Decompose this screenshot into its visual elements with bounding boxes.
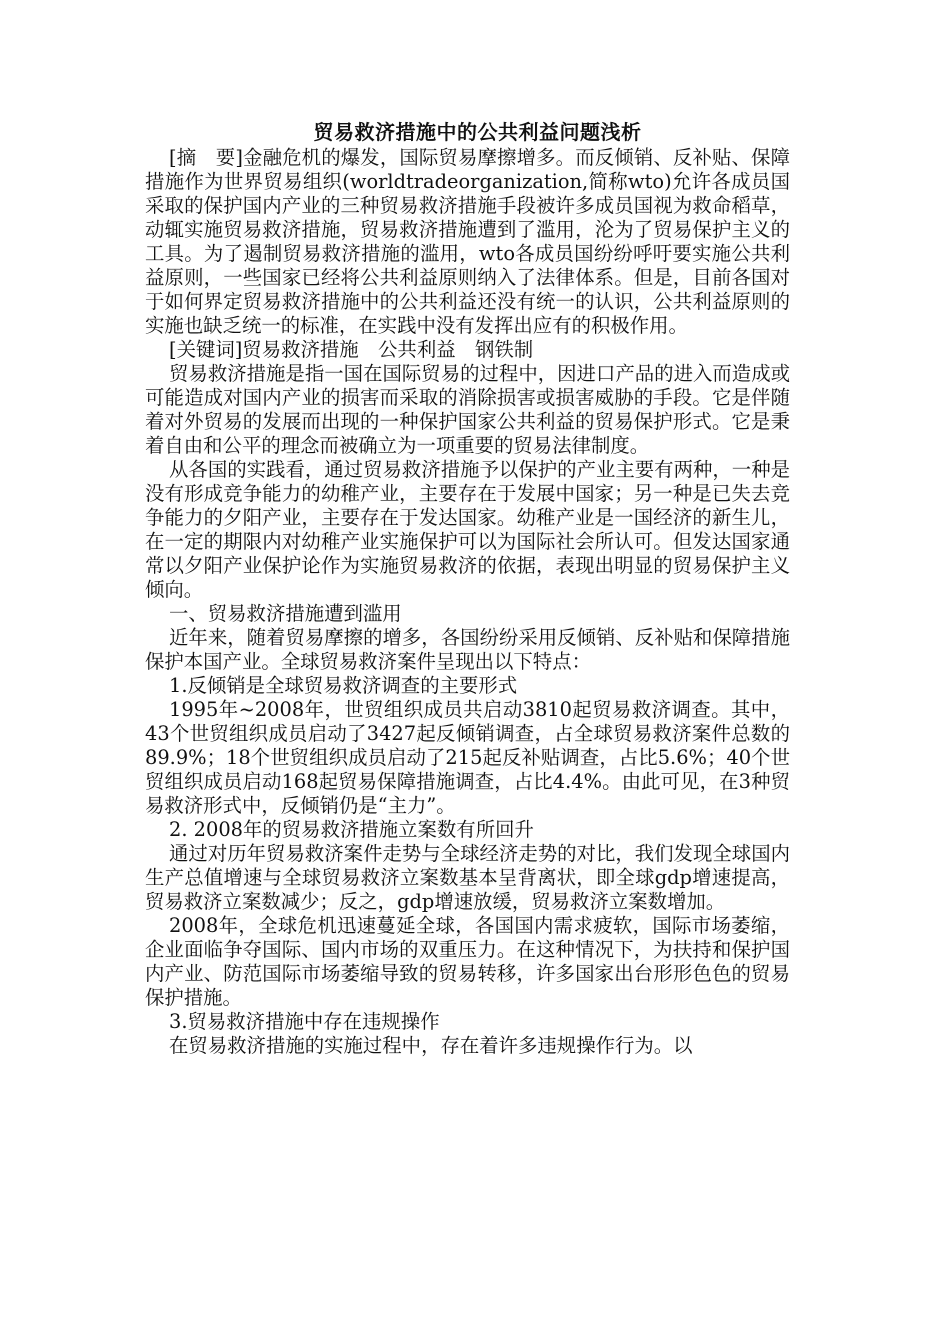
subsection-heading: 1.反倾销是全球贸易救济调查的主要形式 [169,674,518,697]
body-paragraph: 通过对历年贸易救济案件走势与全球经济走势的对比，我们发现全球国内生产总值增速与全球贸易救济立案数基本呈背离状，即全球gdp增速提高，贸易救济立案数减少；反之，gdp增速放缓，贸易救济立案数增加。 [145,842,790,913]
subsection-heading: 2. 2008年的贸易救济措施立案数有所回升 [169,818,534,841]
document-title: 贸易救济措施中的公共利益问题浅析 [313,120,642,144]
subsection-heading: 3.贸易救济措施中存在违规操作 [169,1010,440,1033]
abstract-paragraph: [摘 要]金融危机的爆发，国际贸易摩擦增多。而反倾销、反补贴、保障措施作为世界贸易组织(worldtradeorganization,简称wto)允许各成员国采取的保护国内产业的三种贸易救济措施手段被许多成员国视为救命稻草，动辄实施贸易救济措施，贸易救济措施遭到了滥用，沦为了贸易保护主义的工具。为了遏制贸易救济措施的滥用，wto各成员国纷纷呼吁要实施公共利益原则，一些国家已经将公共利益原则纳入了法律体系。但是，目前各国对于如何界定贸易救济措施中的公共利益还没有统一的认识，公共利益原则的实施也缺乏统一的标准，在实践中没有发挥出应有的积极作用。 [145,146,790,337]
body-paragraph: 1995年~2008年，世贸组织成员共启动3810起贸易救济调查。其中，43个世贸组织成员启动了3427起反倾销调查，占全球贸易救济案件总数的89.9%；18个世贸组织成员启动了215起反补贴调查，占比5.6%；40个世贸组织成员启动168起贸易保障措施调查，占比4.4%。由此可见，在3种贸易救济形式中，反倾销仍是“主力”。 [145,698,790,817]
body-paragraph: 贸易救济措施是指一国在国际贸易的过程中，因进口产品的进入而造成或可能造成对国内产业的损害而采取的消除损害或损害威胁的手段。它是伴随着对外贸易的发展而出现的一种保护国家公共利益的贸易保护形式。它是秉着自由和公平的理念而被确立为一项重要的贸易法律制度。 [145,362,790,457]
document-page [145,118,790,1058]
section-heading: 一、贸易救济措施遭到滥用 [169,602,402,625]
body-paragraph: 在贸易救济措施的实施过程中，存在着许多违规操作行为。以 [169,1034,693,1057]
body-paragraph: 近年来，随着贸易摩擦的增多，各国纷纷采用反倾销、反补贴和保障措施保护本国产业。全球贸易救济案件呈现出以下特点： [145,626,790,673]
body-paragraph: 2008年，全球危机迅速蔓延全球，各国国内需求疲软，国际市场萎缩，企业面临争夺国际、国内市场的双重压力。在这种情况下，为扶持和保护国内产业、防范国际市场萎缩导致的贸易转移，许多国家出台形形色色的贸易保护措施。 [145,914,790,1009]
body-paragraph: 从各国的实践看，通过贸易救济措施予以保护的产业主要有两种，一种是没有形成竞争能力的幼稚产业，主要存在于发展中国家；另一种是已失去竞争能力的夕阳产业，主要存在于发达国家。幼稚产业是一国经济的新生儿，在一定的期限内对幼稚产业实施保护可以为国际社会所认可。但发达国家通常以夕阳产业保护论作为实施贸易救济的依据，表现出明显的贸易保护主义倾向。 [145,458,790,601]
keywords-paragraph: [关键词]贸易救济措施 公共利益 钢铁制 [169,338,534,361]
